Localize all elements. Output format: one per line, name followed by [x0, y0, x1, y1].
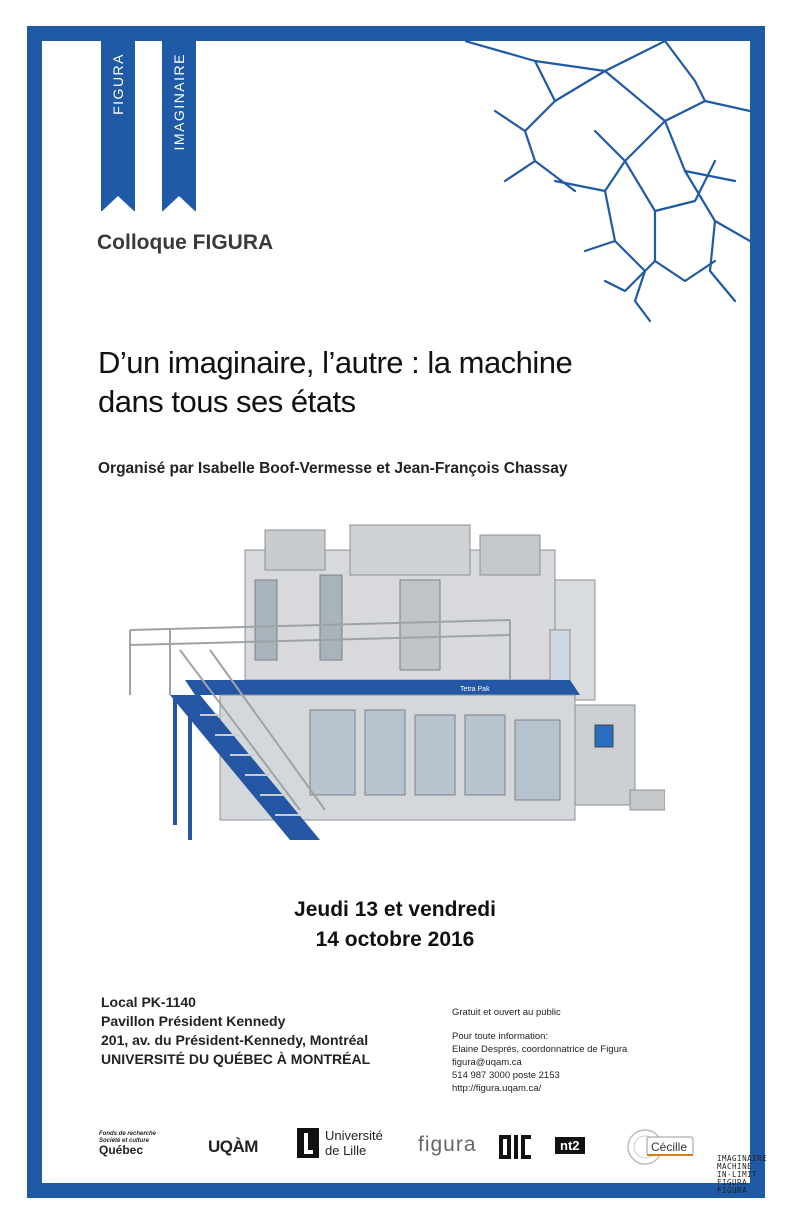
uqam-logo: UQÀM [208, 1137, 258, 1156]
logo-text: Société et culture [99, 1138, 150, 1144]
imaginaire-figura-logo [717, 1155, 767, 1195]
event-title [98, 343, 738, 421]
title-line: D’un imaginaire, l’autre : la machine [98, 345, 573, 380]
lille-logo [297, 1128, 383, 1158]
machine-brand-label: Tetra Pak [460, 686, 490, 693]
ribbon-figura [101, 41, 135, 211]
organizers: Organisé par Isabelle Boof-Vermesse et Jean-François Chassay [98, 460, 568, 477]
date-line: 14 octobre 2016 [315, 928, 475, 951]
oic-logo [499, 1135, 531, 1159]
logo-text: Québec [99, 1143, 144, 1157]
address-line: Local PK-1140 [101, 994, 196, 1010]
lille-mark-icon [297, 1128, 319, 1158]
venue-address [101, 993, 370, 1069]
machine-illustration [110, 520, 665, 845]
title-line: dans tous ses états [98, 384, 356, 419]
date-line: Jeudi 13 et vendredi [294, 898, 496, 921]
logo-text: FIGURA [717, 1178, 748, 1187]
figura-logo: figura [418, 1133, 477, 1156]
logo-text: de Lille [325, 1143, 367, 1158]
ribbon-imaginaire [162, 41, 196, 211]
frq-quebec-logo [99, 1131, 157, 1157]
logo-text: MACHINE [717, 1162, 753, 1171]
colloque-heading: Colloque FIGURA [97, 231, 274, 254]
logo-text: Cécille [651, 1140, 688, 1154]
cecille-logo [627, 1125, 697, 1170]
logo-text: FIGURA [717, 1186, 748, 1195]
branch-tree-graphic [465, 41, 750, 331]
contact-info [452, 1006, 627, 1095]
logo-text: IMAGINAIRE [717, 1154, 768, 1163]
logo-text: IN-LIMIT [717, 1170, 758, 1179]
ribbon-label: FIGURA [110, 53, 126, 115]
sponsor-logos [95, 1125, 768, 1175]
contact-url: http://figura.uqam.ca/ [452, 1083, 542, 1094]
address-line: 201, av. du Président-Kennedy, Montréal [101, 1032, 369, 1048]
ribbon-label: IMAGINAIRE [171, 53, 187, 151]
address-line: Pavillon Président Kennedy [101, 1013, 286, 1029]
event-date [200, 895, 590, 955]
info-heading: Pour toute information: [452, 1031, 549, 1042]
address-line: UNIVERSITÉ DU QUÉBEC À MONTRÉAL [101, 1051, 371, 1067]
contact-name: Elaine Després, coordonnatrice de Figura [452, 1044, 628, 1055]
nt2-logo: nt2 [555, 1137, 585, 1154]
contact-email: figura@uqam.ca [452, 1057, 522, 1068]
contact-phone: 514 987 3000 poste 2153 [452, 1070, 560, 1081]
logo-text: Fonds de recherche [99, 1131, 157, 1137]
free-admission-text: Gratuit et ouvert au public [452, 1007, 561, 1018]
logo-text: Université [325, 1128, 383, 1143]
